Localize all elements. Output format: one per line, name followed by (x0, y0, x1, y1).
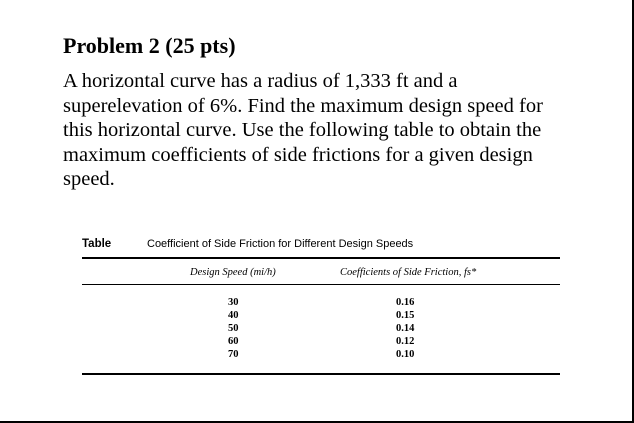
header-design-speed: Design Speed (mi/h) (190, 267, 276, 278)
speed-column (228, 296, 239, 361)
problem-line: this horizontal curve. Use the following table to obtain the (63, 119, 542, 141)
table-top-rule (82, 257, 560, 259)
friction-value: 0.15 (396, 310, 415, 321)
friction-value: 0.14 (396, 323, 415, 334)
header-side-friction: Coefficients of Side Friction, fs* (340, 267, 477, 278)
table-bottom-rule (82, 373, 560, 375)
problem-line: superelevation of 6%. Find the maximum design speed for (63, 94, 543, 117)
friction-value: 0.12 (396, 336, 415, 347)
table-header-rule (82, 284, 560, 285)
friction-value: 0.16 (396, 297, 415, 308)
speed-value: 50 (228, 323, 239, 334)
friction-value: 0.10 (396, 349, 415, 360)
problem-line: speed. (63, 168, 115, 190)
friction-column (396, 296, 414, 361)
problem-line: A horizontal curve has a radius of 1,333 ft and a (63, 70, 458, 92)
speed-value: 30 (228, 297, 239, 308)
table-caption: Coefficient of Side Friction for Different Design Speeds (147, 238, 414, 250)
speed-value: 70 (228, 349, 239, 360)
speed-value: 40 (228, 310, 239, 321)
problem-statement (63, 69, 608, 192)
problem-title: Problem 2 (25 pts) (63, 33, 236, 58)
speed-value: 60 (228, 336, 239, 347)
table-label: Table (82, 238, 112, 250)
problem-line: maximum coefficients of side frictions for a given design (63, 143, 533, 166)
